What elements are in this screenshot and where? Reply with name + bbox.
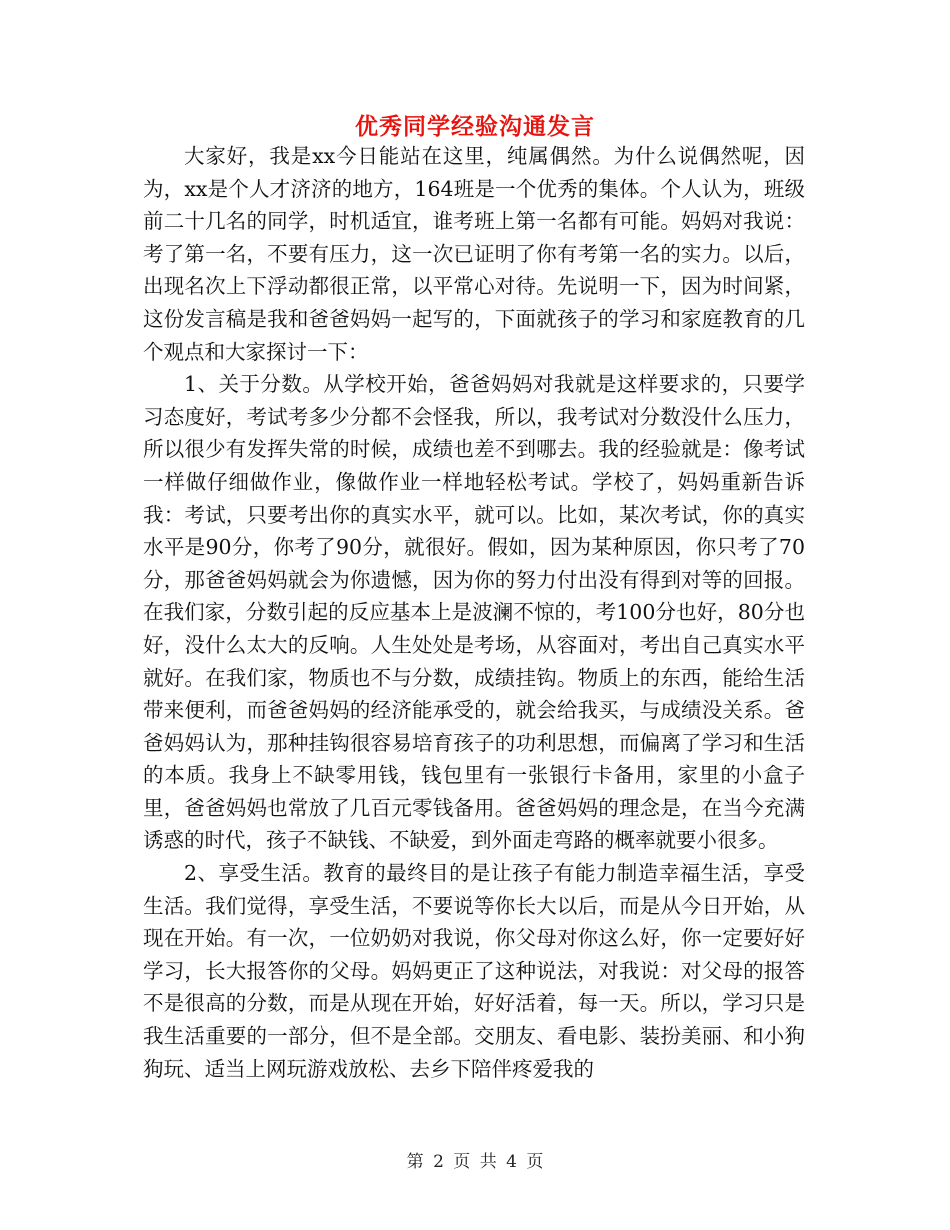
paragraph-scores: 1、关于分数。从学校开始，爸爸妈妈对我就是这样要求的，只要学习态度好，考试考多少分都不会怪我，所以，我考试对分数没什么压力，所以很少有发挥失常的时候，成绩也差不到哪去。我的经验就是：像考试一样做仔细做作业，像做作业一样地轻松考试。学校了，妈妈重新告诉我：考试，只要考出你的真实水平，就可以。比如，某次考试，你的真实水平是90分，你考了90分，就很好。假如，因为某种原因，你只考了70分，那爸爸妈妈就会为你遗憾，因为你的努力付出没有得到对等的回报。在我们家，分数引起的反应基本上是波澜不惊的，考100分也好，80分也好，没什么太大的反响。人生处处是考场，从容面对，考出自己真实水平就好。在我们家，物质也不与分数，成绩挂钩。物质上的东西，能给生活带来便利，而爸爸妈妈的经济能承受的，就会给我买，与成绩没关系。爸爸妈妈认为，那种挂钩很容易培育孩子的功利思想，而偏离了学习和生活的本质。我身上不缺零用钱，钱包里有一张银行卡备用，家里的小盒子里，爸爸妈妈也常放了几百元零钱备用。爸爸妈妈的理念是，在当今充满诱惑的时代，孩子不缺钱、不缺爱，到外面走弯路的概率就要小很多。 [143,372,805,853]
document-title: 优秀同学经验沟通发言 [355,113,595,140]
document-body [143,140,805,1085]
paragraph-intro: 大家好，我是xx今日能站在这里，纯属偶然。为什么说偶然呢，因为，xx是个人才济济的地方，164班是一个优秀的集体。个人认为，班级前二十几名的同学，时机适宜，谁考班上第一名都有可能。妈妈对我说：考了第一名，不要有压力，这一次已证明了你有考第一名的实力。以后，出现名次上下浮动都很正常，以平常心对待。先说明一下，因为时间紧，这份发言稿是我和爸爸妈妈一起写的，下面就孩子的学习和家庭教育的几个观点和大家探讨一下： [143,144,805,364]
paragraph-enjoy-life: 2、享受生活。教育的最终目的是让孩子有能力制造幸福生活，享受生活。我们觉得，享受生活，不要说等你长大以后，而是从今日开始，从现在开始。有一次，一位奶奶对我说，你父母对你这么好，你一定要好好学习，长大报答你的父母。妈妈更正了这种说法，对我说：对父母的报答不是很高的分数，而是从现在开始，好好活着，每一天。所以，学习只是我生活重要的一部分，但不是全部。交朋友、看电影、装扮美丽、和小狗狗玩、适当上网玩游戏放松、去乡下陪伴疼爱我的 [143,861,805,1081]
page-footer: 第 2 页 共 4 页 [406,1152,544,1172]
